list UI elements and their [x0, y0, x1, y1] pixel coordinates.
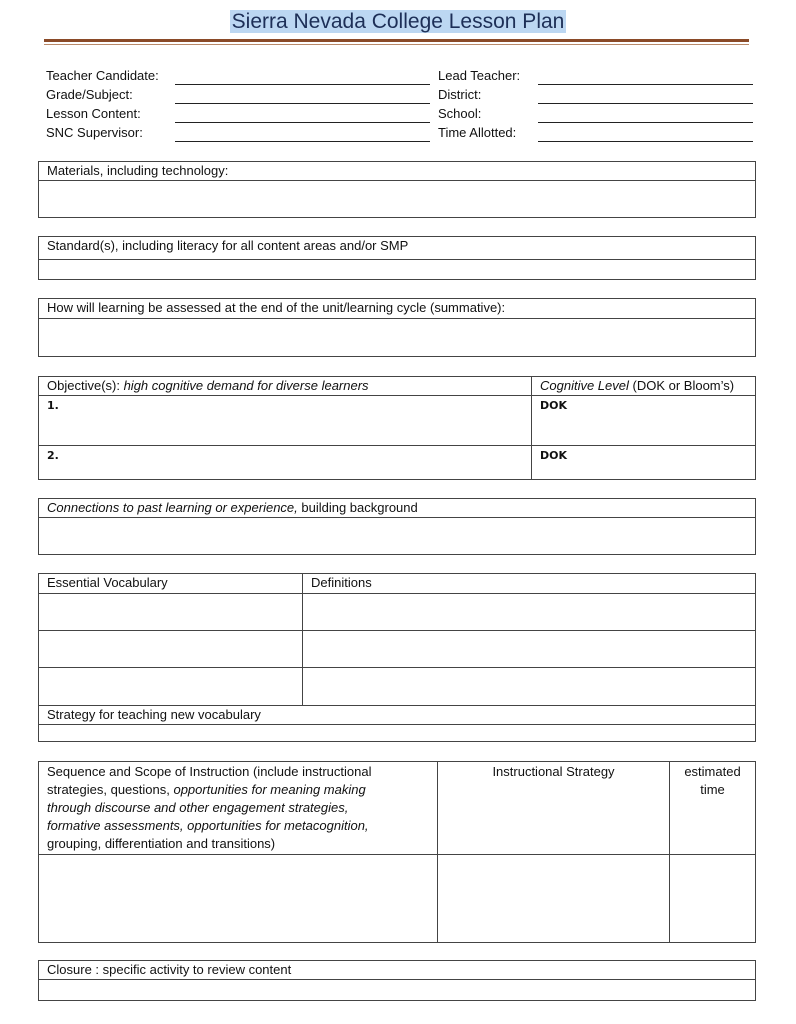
dok-1-field[interactable] [532, 396, 756, 446]
sequence-line-2-italic: opportunities for meaning making [173, 782, 366, 797]
definitions-column-header: Definitions [303, 574, 756, 594]
instructional-strategy-field[interactable] [438, 855, 670, 943]
grade-subject-label: Grade/Subject: [46, 87, 133, 102]
district-label: District: [438, 87, 482, 102]
objectives-label-italic: high cognitive demand for diverse learners [123, 378, 369, 393]
snc-supervisor-label: SNC Supervisor: [46, 125, 143, 140]
sequence-line-2-plain: strategies, questions, [47, 782, 174, 797]
connections-label-rest: building background [297, 500, 418, 515]
vocabulary-definition-field[interactable] [303, 668, 756, 706]
page-title-text: Sierra Nevada College Lesson Plan [231, 10, 565, 33]
school-field[interactable] [538, 122, 753, 123]
sequence-section [38, 761, 756, 943]
standards-field[interactable] [39, 260, 756, 280]
materials-field[interactable] [39, 181, 756, 218]
lead-teacher-field[interactable] [538, 84, 753, 85]
closure-field[interactable] [39, 980, 756, 1001]
sequence-field[interactable] [39, 855, 438, 943]
teacher-candidate-label: Teacher Candidate: [46, 68, 159, 83]
connections-label [39, 499, 756, 518]
cognitive-level-note: (DOK or Bloom’s) [628, 378, 735, 393]
standards-section [38, 236, 756, 280]
closure-section [38, 960, 756, 1001]
page-title [0, 10, 796, 34]
sequence-line-4: formative assessments, opportunities for metacognition, [47, 818, 369, 833]
school-label: School: [438, 106, 482, 121]
materials-label: Materials, including technology: [39, 162, 756, 181]
objectives-header [39, 377, 532, 396]
title-divider-thin [44, 44, 749, 45]
grade-subject-field[interactable] [175, 103, 430, 104]
cognitive-level-label: Cognitive Level [540, 378, 629, 393]
sequence-line-1: Sequence and Scope of Instruction (include instructional [47, 764, 372, 779]
vocabulary-term-field[interactable] [39, 594, 303, 631]
title-divider [44, 39, 749, 42]
assessment-field[interactable] [39, 319, 756, 357]
estimated-time-field[interactable] [670, 855, 756, 943]
vocabulary-definition-field[interactable] [303, 631, 756, 668]
vocabulary-section [38, 573, 756, 742]
dok-1-label: DOK [540, 399, 568, 412]
time-allotted-field[interactable] [538, 141, 753, 142]
lesson-content-field[interactable] [175, 122, 430, 123]
vocabulary-strategy-field[interactable] [39, 725, 756, 742]
objective-1-number: 1. [47, 399, 59, 412]
estimated-time-line-1: estimated [684, 764, 741, 779]
dok-2-label: DOK [540, 449, 568, 462]
objectives-label: Objective(s): [47, 378, 124, 393]
district-field[interactable] [538, 103, 753, 104]
objective-2-number: 2. [47, 449, 59, 462]
estimated-time-line-2: time [700, 782, 725, 797]
sequence-line-5: grouping, differentiation and transitions) [47, 836, 276, 851]
estimated-time-header [670, 762, 756, 855]
connections-field[interactable] [39, 518, 756, 555]
cognitive-level-header [532, 377, 756, 396]
dok-2-field[interactable] [532, 446, 756, 480]
objective-1-field[interactable] [39, 396, 532, 446]
vocabulary-term-field[interactable] [39, 668, 303, 706]
assessment-section [38, 298, 756, 357]
instructional-strategy-header: Instructional Strategy [438, 762, 670, 855]
connections-section [38, 498, 756, 555]
vocabulary-strategy-label: Strategy for teaching new vocabulary [39, 706, 756, 725]
vocabulary-column-header: Essential Vocabulary [39, 574, 303, 594]
objectives-section [38, 376, 756, 480]
lesson-content-label: Lesson Content: [46, 106, 141, 121]
standards-label: Standard(s), including literacy for all content areas and/or SMP [39, 237, 756, 260]
connections-label-italic: Connections to past learning or experience, [47, 500, 298, 515]
sequence-line-2 [47, 781, 429, 799]
assessment-label: How will learning be assessed at the end of the unit/learning cycle (summative): [39, 299, 756, 319]
time-allotted-label: Time Allotted: [438, 125, 517, 140]
teacher-candidate-field[interactable] [175, 84, 430, 85]
objective-2-field[interactable] [39, 446, 532, 480]
materials-section [38, 161, 756, 218]
vocabulary-term-field[interactable] [39, 631, 303, 668]
sequence-line-3: through discourse and other engagement strategies, [47, 800, 349, 815]
vocabulary-definition-field[interactable] [303, 594, 756, 631]
lead-teacher-label: Lead Teacher: [438, 68, 521, 83]
sequence-header [39, 762, 438, 855]
closure-label: Closure : specific activity to review content [39, 961, 756, 980]
snc-supervisor-field[interactable] [175, 141, 430, 142]
